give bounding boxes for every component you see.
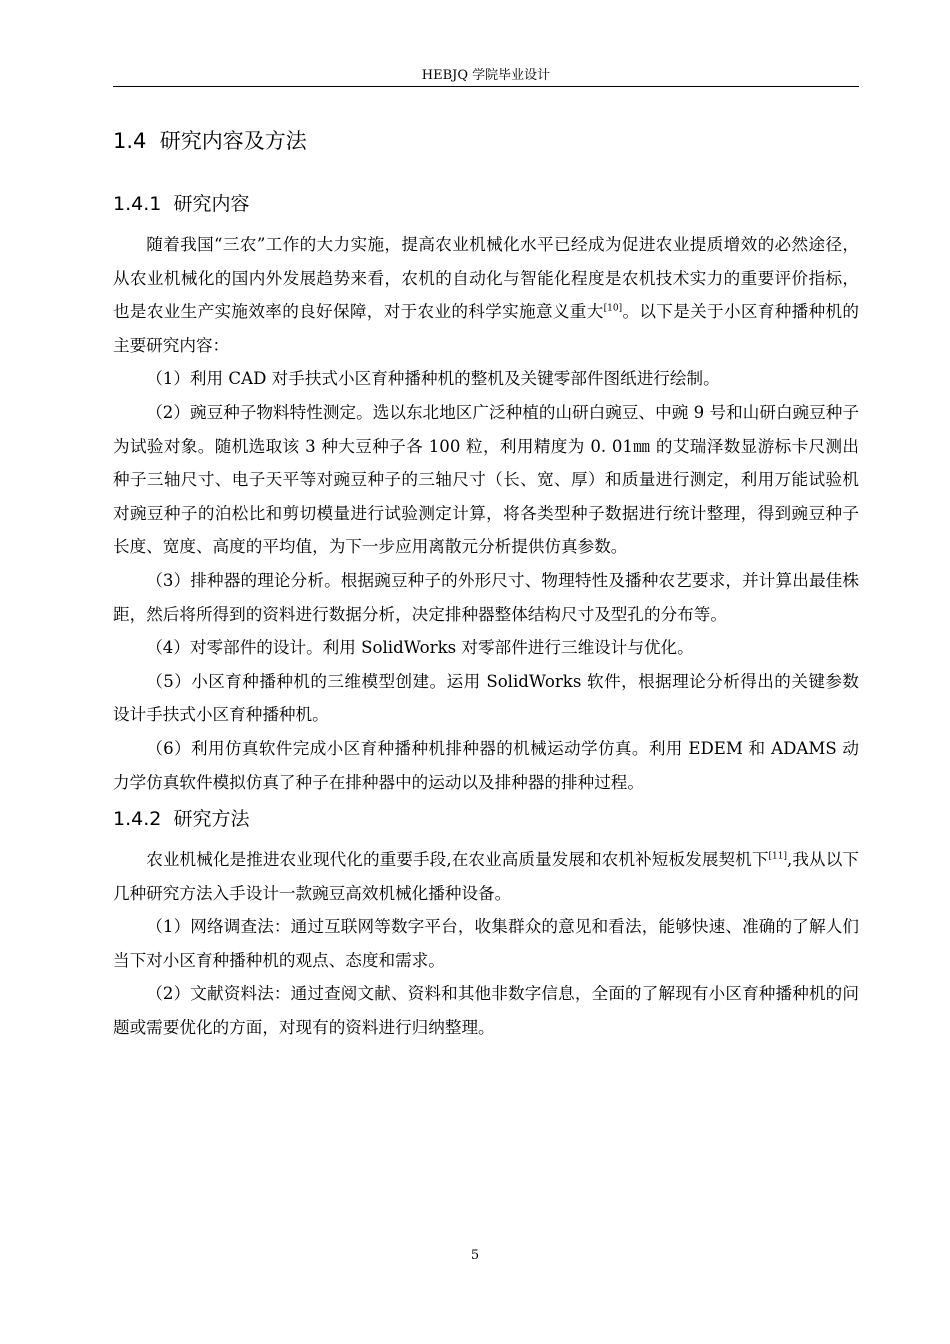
list-item: （2）豌豆种子物料特性测定。选以东北地区广泛种植的山研白豌豆、中豌 9 号和山研白豌豆种子为试验对象。随机选取该 3 种大豆种子各 100 粒，利用精度为 0. 01㎜ 的艾瑞泽数显游标卡尺测出种子三轴尺寸、电子天平等对豌豆种子的三轴尺寸（长、宽、厚）和质量进行测定，利用万能试验机对豌豆种子的泊松比和剪切模量进行试验测定计算，将各类型种子数据进行统计整理，得到豌豆种子长度、宽度、高度的平均值，为下一步应用离散元分析提供仿真参数。 bbox=[113, 402, 859, 557]
subsection-heading-research-method bbox=[113, 803, 859, 835]
running-header: HEBJQ 学院毕业设计 bbox=[421, 68, 551, 83]
intro-paragraph bbox=[113, 843, 859, 910]
list-item: （6）利用仿真软件完成小区育种播种机排种器的机械运动学仿真。利用 EDEM 和 ADAMS 动力学仿真软件模拟仿真了种子在排种器中的运动以及排种器的排种过程。 bbox=[113, 738, 859, 792]
list-item: （1）利用 CAD 对手扶式小区育种播种机的整机及关键零部件图纸进行绘制。 bbox=[146, 369, 720, 389]
list-item: （1）网络调查法：通过互联网等数字平台，收集群众的意见和看法，能够快速、准确的了解人们当下对小区育种播种机的观点、态度和需求。 bbox=[113, 917, 859, 970]
subsection-heading-research-content bbox=[113, 188, 859, 220]
subsection-title: 研究内容 bbox=[173, 193, 250, 215]
list-item: （5）小区育种播种机的三维模型创建。运用 SolidWorks 软件，根据理论分析得出的关键参数设计手扶式小区育种播种机。 bbox=[113, 671, 859, 725]
paragraph-text: 。以下是关于小区育种播种机的主要研究内容： bbox=[113, 302, 860, 355]
paragraph-text: ,我从以下几种研究方法入手设计一款豌豆高效机械化播种设备。 bbox=[113, 850, 859, 903]
section-title: 研究内容及方法 bbox=[159, 129, 307, 153]
header-divider bbox=[113, 86, 859, 87]
list-item: （4）对零部件的设计。利用 SolidWorks 对零部件进行三维设计与优化。 bbox=[146, 638, 694, 658]
page-number: 5 bbox=[470, 1248, 480, 1263]
page-body bbox=[113, 118, 859, 1045]
section-number: 1.4 bbox=[113, 129, 147, 153]
subsection-title: 研究方法 bbox=[173, 808, 250, 831]
citation-ref: [10] bbox=[603, 303, 623, 314]
subsection-number: 1.4.1 bbox=[113, 193, 162, 215]
list-item: （2）文献资料法：通过查阅文献、资料和其他非数字信息，全面的了解现有小区育种播种机的问题或需要优化的方面，对现有的资料进行归纳整理。 bbox=[113, 984, 859, 1038]
list-item: （3）排种器的理论分析。根据豌豆种子的外形尺寸、物理特性及播种农艺要求，并计算出最佳株距，然后将所得到的资料进行数据分析，决定排种器整体结构尺寸及型孔的分布等。 bbox=[113, 570, 859, 624]
citation-ref: [11] bbox=[768, 851, 788, 862]
paragraph-text: 农业机械化是推进农业现代化的重要手段,在农业高质量发展和农机补短板发展契机下 bbox=[146, 850, 769, 870]
intro-paragraph bbox=[113, 228, 859, 362]
subsection-number: 1.4.2 bbox=[113, 808, 162, 831]
paragraph-text: 随着我国“三农”工作的大力实施，提高农业机械化水平已经成为促进农业提质增效的必然途径，从农业机械化的国内外发展趋势来看，农机的自动化与智能化程度是农机技术实力的重要评价指标，也是农业生产实施效率的良好保障，对于农业的科学实施意义重大 bbox=[113, 235, 859, 322]
section-heading bbox=[113, 124, 859, 158]
